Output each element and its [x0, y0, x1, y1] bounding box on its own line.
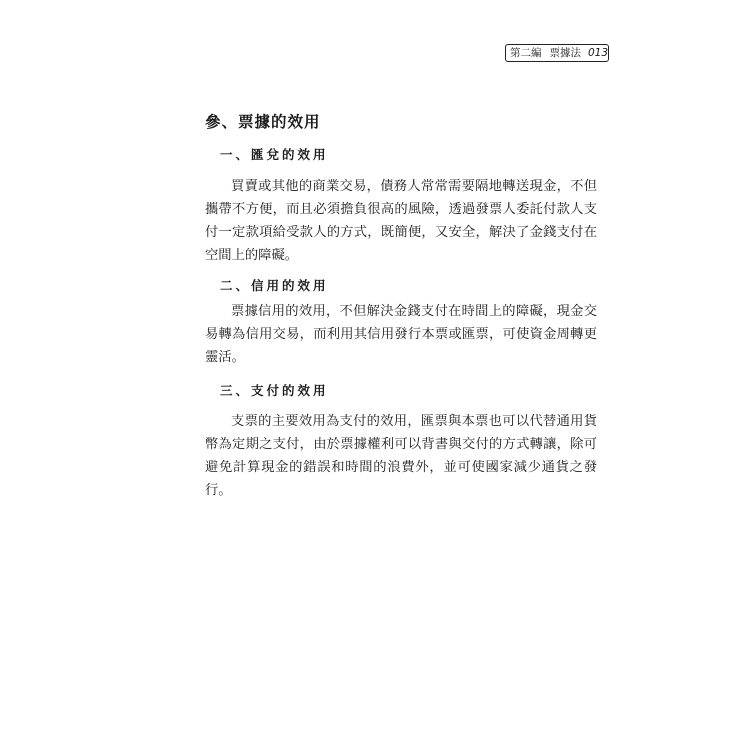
- subsection-heading-payment: 三、支付的效用: [220, 383, 329, 398]
- subsection-heading-credit: 二、信用的效用: [220, 278, 329, 293]
- section-title: 參、票據的效用: [205, 113, 321, 131]
- header-part-label: 第二編: [510, 47, 542, 59]
- header-chapter-label: 票據法: [549, 47, 581, 59]
- paragraph-exchange: 買賣或其他的商業交易，債務人常常需要隔地轉送現金，不但攜帶不方便，而且必須擔負很高的風險，透過發票人委託付款人支付一定款項給受款人的方式，既簡便，又安全，解決了金錢支付在空間上的障礙。: [205, 179, 597, 263]
- paragraph-payment: 支票的主要效用為支付的效用，匯票與本票也可以代替通用貨幣為定期之支付，由於票據權利可以背書與交付的方式轉讓，除可避免計算現金的錯誤和時間的浪費外，並可使國家減少通貨之發行。: [205, 414, 597, 498]
- subsection-heading-exchange: 一、匯兌的效用: [220, 147, 329, 162]
- running-header: [505, 44, 609, 62]
- paragraph-credit: 票據信用的效用，不但解決金錢支付在時間上的障礙，現金交易轉為信用交易，而利用其信用發行本票或匯票，可使資金周轉更靈活。: [205, 304, 597, 365]
- page-number: 013: [588, 47, 609, 59]
